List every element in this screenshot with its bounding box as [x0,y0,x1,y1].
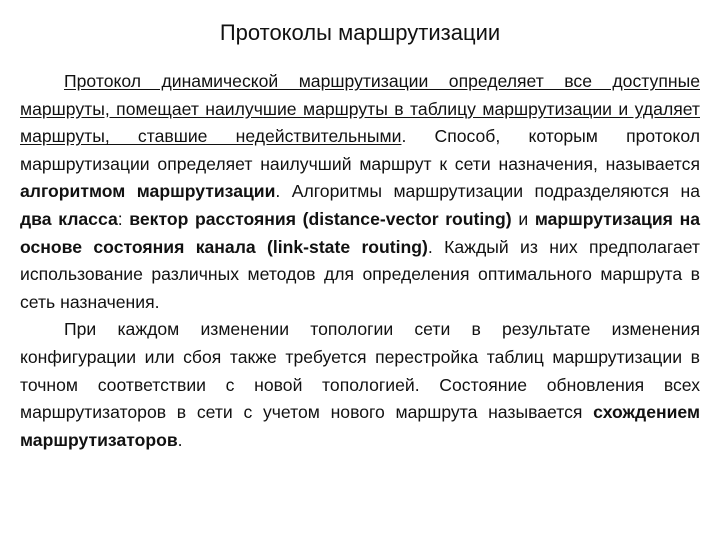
p1-text-5: . Каждый из них предполагает использование различных методов для определения оптимального маршрута в сеть назначения. [20,236,700,312]
slide-body [20,68,700,454]
term-convergence: схождением маршрутизаторов [20,402,700,450]
p1-text-3: : [117,208,130,229]
p1-text-2: . Алгоритмы маршрутизации подразделяются на [275,181,700,202]
term-distance-vector: вектор расстояния (distance-vector routing) [129,208,512,229]
paragraph-1 [20,68,700,316]
term-link-state: маршрутизация на основе состояния канала (link-state routing) [20,208,701,257]
p1-text-4: и [511,208,535,229]
paragraph-2 [20,316,700,454]
term-two-classes: два класса [20,208,118,229]
p1-text-1: . Способ, которым протокол маршрутизации определяет наилучший маршрут к сети назначения, называется [20,126,700,174]
term-routing-algorithm: алгоритмом маршрутизации [20,181,276,202]
p2-text-2: . [177,429,183,450]
slide-title: Протоколы маршрутизации [219,20,501,45]
underlined-definition: Протокол динамической маршрутизации определяет все доступные маршруты, помещает наилучшие маршруты в таблицу маршрутизации и удаляет маршруты, ставшие недействительными [20,71,700,147]
p2-text-1: При каждом изменении топологии сети в результате изменения конфигурации или сбоя также требуется перестройка таблиц маршрутизации в точном соответствии с новой топологией. Состояние обновления всех маршрутизаторов в сети с учетом нового маршрута называется [20,319,700,423]
